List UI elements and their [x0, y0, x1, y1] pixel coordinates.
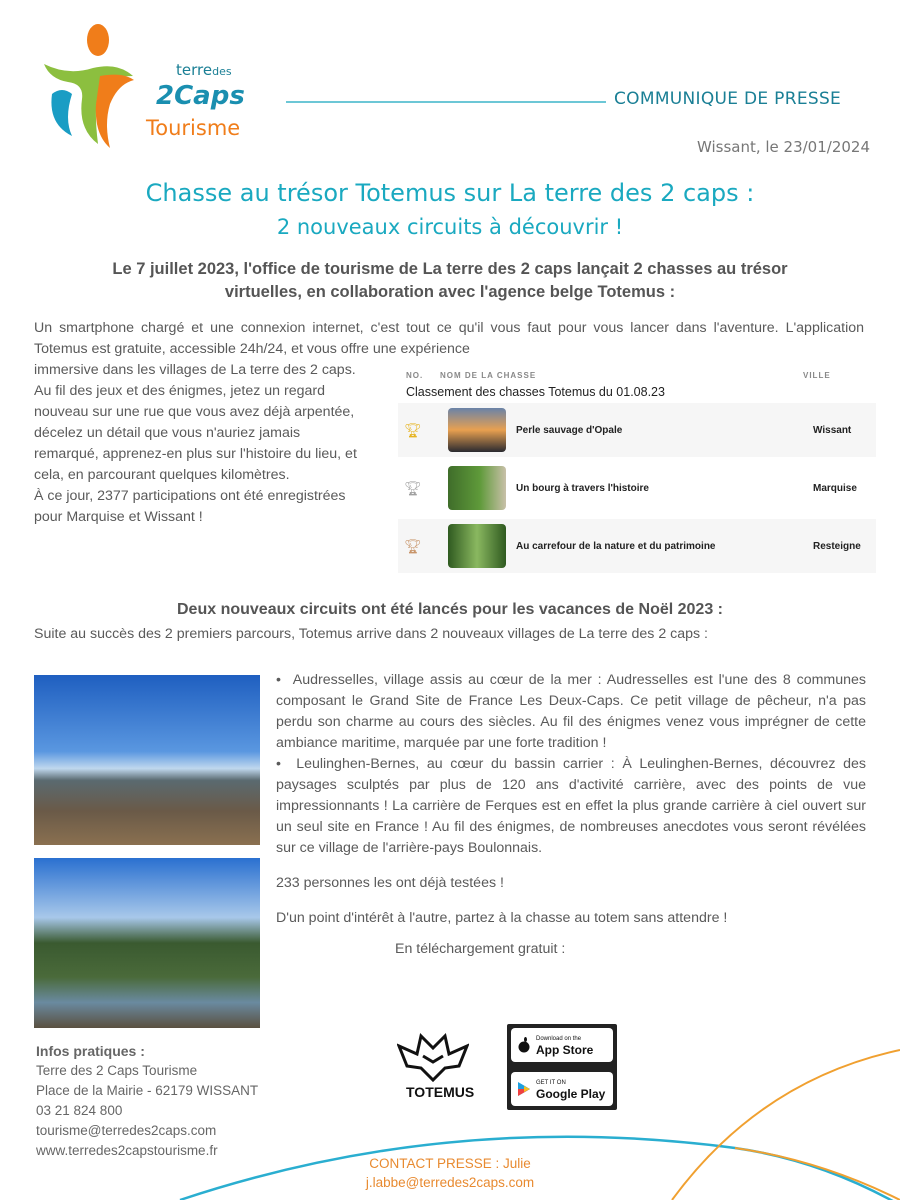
bullet-audresselles-text: Audresselles, village assis au cœur de la mer : Audresselles est l'une des 8 communes composant le Grand Site de France Les Deux-Caps. Ce petit village de pêcheur, n'a pas perdu son charme au cours des siècles. Au fil des énigmes venez vous imprégner de cette ambiance maritime, marquée par une forte tradition ! — [276, 672, 866, 751]
call-to-action: D'un point d'intérêt à l'autre, partez à la chasse au totem sans attendre ! — [276, 910, 728, 926]
thumbnail — [448, 524, 506, 568]
intro-paragraph-2: immersive dans les villages de La terre des 2 caps. Au fil des jeux et des énigmes, jetez un regard nouveau sur une rue que vous avez déjà arpentée, décelez un détail que vous n'auriez jamais remarqué, apprenez-en plus sur l'histoire du lieu, et cela, en parcourant quelques kilomètres. — [34, 362, 357, 483]
infos-address: Place de la Mairie - 62179 WISSANT — [36, 1083, 259, 1098]
col-no: NO. — [406, 371, 424, 380]
section2-body — [276, 670, 866, 960]
hunt-name: Au carrefour de la nature et du patrimoine — [516, 540, 716, 552]
intro-paragraph: Un smartphone chargé et une connexion internet, c'est tout ce qu'il vous faut pour vous lancer dans l'aventure. L'application Totemus est gratuite, accessible 24h/24, et vous offre une expérience — [34, 320, 864, 357]
table-row — [398, 519, 876, 573]
tested-count: 233 personnes les ont déjà testées ! — [276, 875, 504, 891]
ranking-caption: Classement des chasses Totemus du 01.08.23 — [406, 385, 665, 399]
gplay-small: GET IT ON — [536, 1080, 566, 1086]
table-row — [398, 403, 876, 457]
download-label: En téléchargement gratuit : — [395, 941, 566, 957]
infos-email[interactable]: tourisme@terredes2caps.com — [36, 1123, 217, 1138]
title-line1: Chasse au trésor Totemus sur La terre des 2 caps : — [145, 179, 755, 207]
bullet-leulinghen-text: Leulinghen-Bernes, au cœur du bassin carrier : À Leulinghen-Bernes, découvrez des paysages sculptés par plus de 120 ans d'activité carrière, avec des points de vue impressionnants ! La carrière de Ferques est en effet la plus grande carrière à ciel ouvert sur un seul site en France ! Au fil des énigmes, de nombreuses anecdotes vous seront révélées sur ce village de l'arrière-pays Boulonnais. — [276, 756, 866, 856]
section2-heading: Deux nouveaux circuits ont été lancés pour les vacances de Noël 2023 : — [177, 601, 723, 618]
left-column — [34, 360, 364, 528]
photo-audresselles — [34, 675, 260, 845]
infos-phone: 03 21 824 800 — [36, 1103, 123, 1118]
press-release-label: COMMUNIQUE DE PRESSE — [614, 89, 842, 109]
hunt-city: Wissant — [813, 424, 852, 436]
trophy-gold-icon: 🏆︎ — [404, 421, 422, 438]
trophy-silver-icon: 🏆︎ — [404, 479, 422, 496]
contact-email[interactable]: j.labbe@terredes2caps.com — [365, 1175, 535, 1190]
col-city: VILLE — [803, 371, 831, 380]
logo-tourisme: Tourisme — [146, 116, 241, 140]
infos-heading: Infos pratiques : — [36, 1043, 145, 1059]
table-row — [398, 461, 876, 515]
bullet-leulinghen: • Leulinghen-Bernes, au cœur du bassin carrier : À Leulinghen-Bernes, découvrez des paysages sculptés par plus de 120 ans d'activité carrière, avec des points de vue impressionnants ! La carrière de Ferques est en effet la plus grande carrière à ciel ouvert sur un seul site en France ! Au fil des énigmes, de nombreuses anecdotes vous seront révélées sur ce village de l'arrière-pays Boulonnais. — [276, 756, 866, 856]
section2-intro: Suite au succès des 2 premiers parcours, Totemus arrive dans 2 nouveaux villages de La terre des 2 caps : — [34, 626, 709, 642]
hunt-city: Marquise — [813, 482, 857, 494]
hunt-name: Perle sauvage d'Opale — [516, 424, 623, 436]
gplay-label: Google Play — [536, 1087, 606, 1101]
infos-website[interactable]: www.terredes2capstourisme.fr — [36, 1143, 218, 1158]
contact-block — [300, 1154, 600, 1192]
col-name: NOM DE LA CHASSE — [440, 371, 537, 380]
participations: À ce jour, 2377 participations ont été enregistrées pour Marquise et Wissant ! — [34, 488, 346, 525]
photo-leulinghen — [34, 858, 260, 1028]
infos-org: Terre des 2 Caps Tourisme — [36, 1063, 198, 1078]
date: Wissant, le 23/01/2024 — [696, 138, 870, 156]
thumbnail — [448, 408, 506, 452]
title-line2: 2 nouveaux circuits à découvrir ! — [276, 215, 624, 239]
logo-caps: 2Caps — [156, 81, 245, 111]
totemus-label: TOTEMUS — [406, 1084, 475, 1100]
logo-mark — [38, 24, 148, 154]
appstore-label: App Store — [536, 1043, 594, 1057]
header-divider — [286, 101, 606, 103]
logo-terre: terredes — [176, 61, 232, 79]
hunt-city: Resteigne — [813, 540, 861, 552]
bullet-audresselles: • Audresselles, village assis au cœur de la mer : Audresselles est l'une des 8 communes composant le Grand Site de France Les Deux-Caps. Ce petit village de pêcheur, n'a pas perdu son charme au cours des siècles. Au fil des énigmes venez vous imprégner de cette ambiance maritime, marquée par une forte tradition ! — [276, 672, 866, 751]
lead: Le 7 juillet 2023, l'office de tourisme de La terre des 2 caps lançait 2 chasses au trésor virtuelles, en collaboration avec l'agence belge Totemus : — [112, 260, 788, 301]
trophy-bronze-icon: 🏆︎ — [404, 537, 422, 554]
contact-press: CONTACT PRESSE : Julie — [369, 1156, 531, 1171]
thumbnail — [448, 466, 506, 510]
hunt-name: Un bourg à travers l'histoire — [516, 482, 649, 494]
appstore-small: Download on the — [536, 1036, 582, 1042]
ranking-table — [398, 368, 876, 578]
